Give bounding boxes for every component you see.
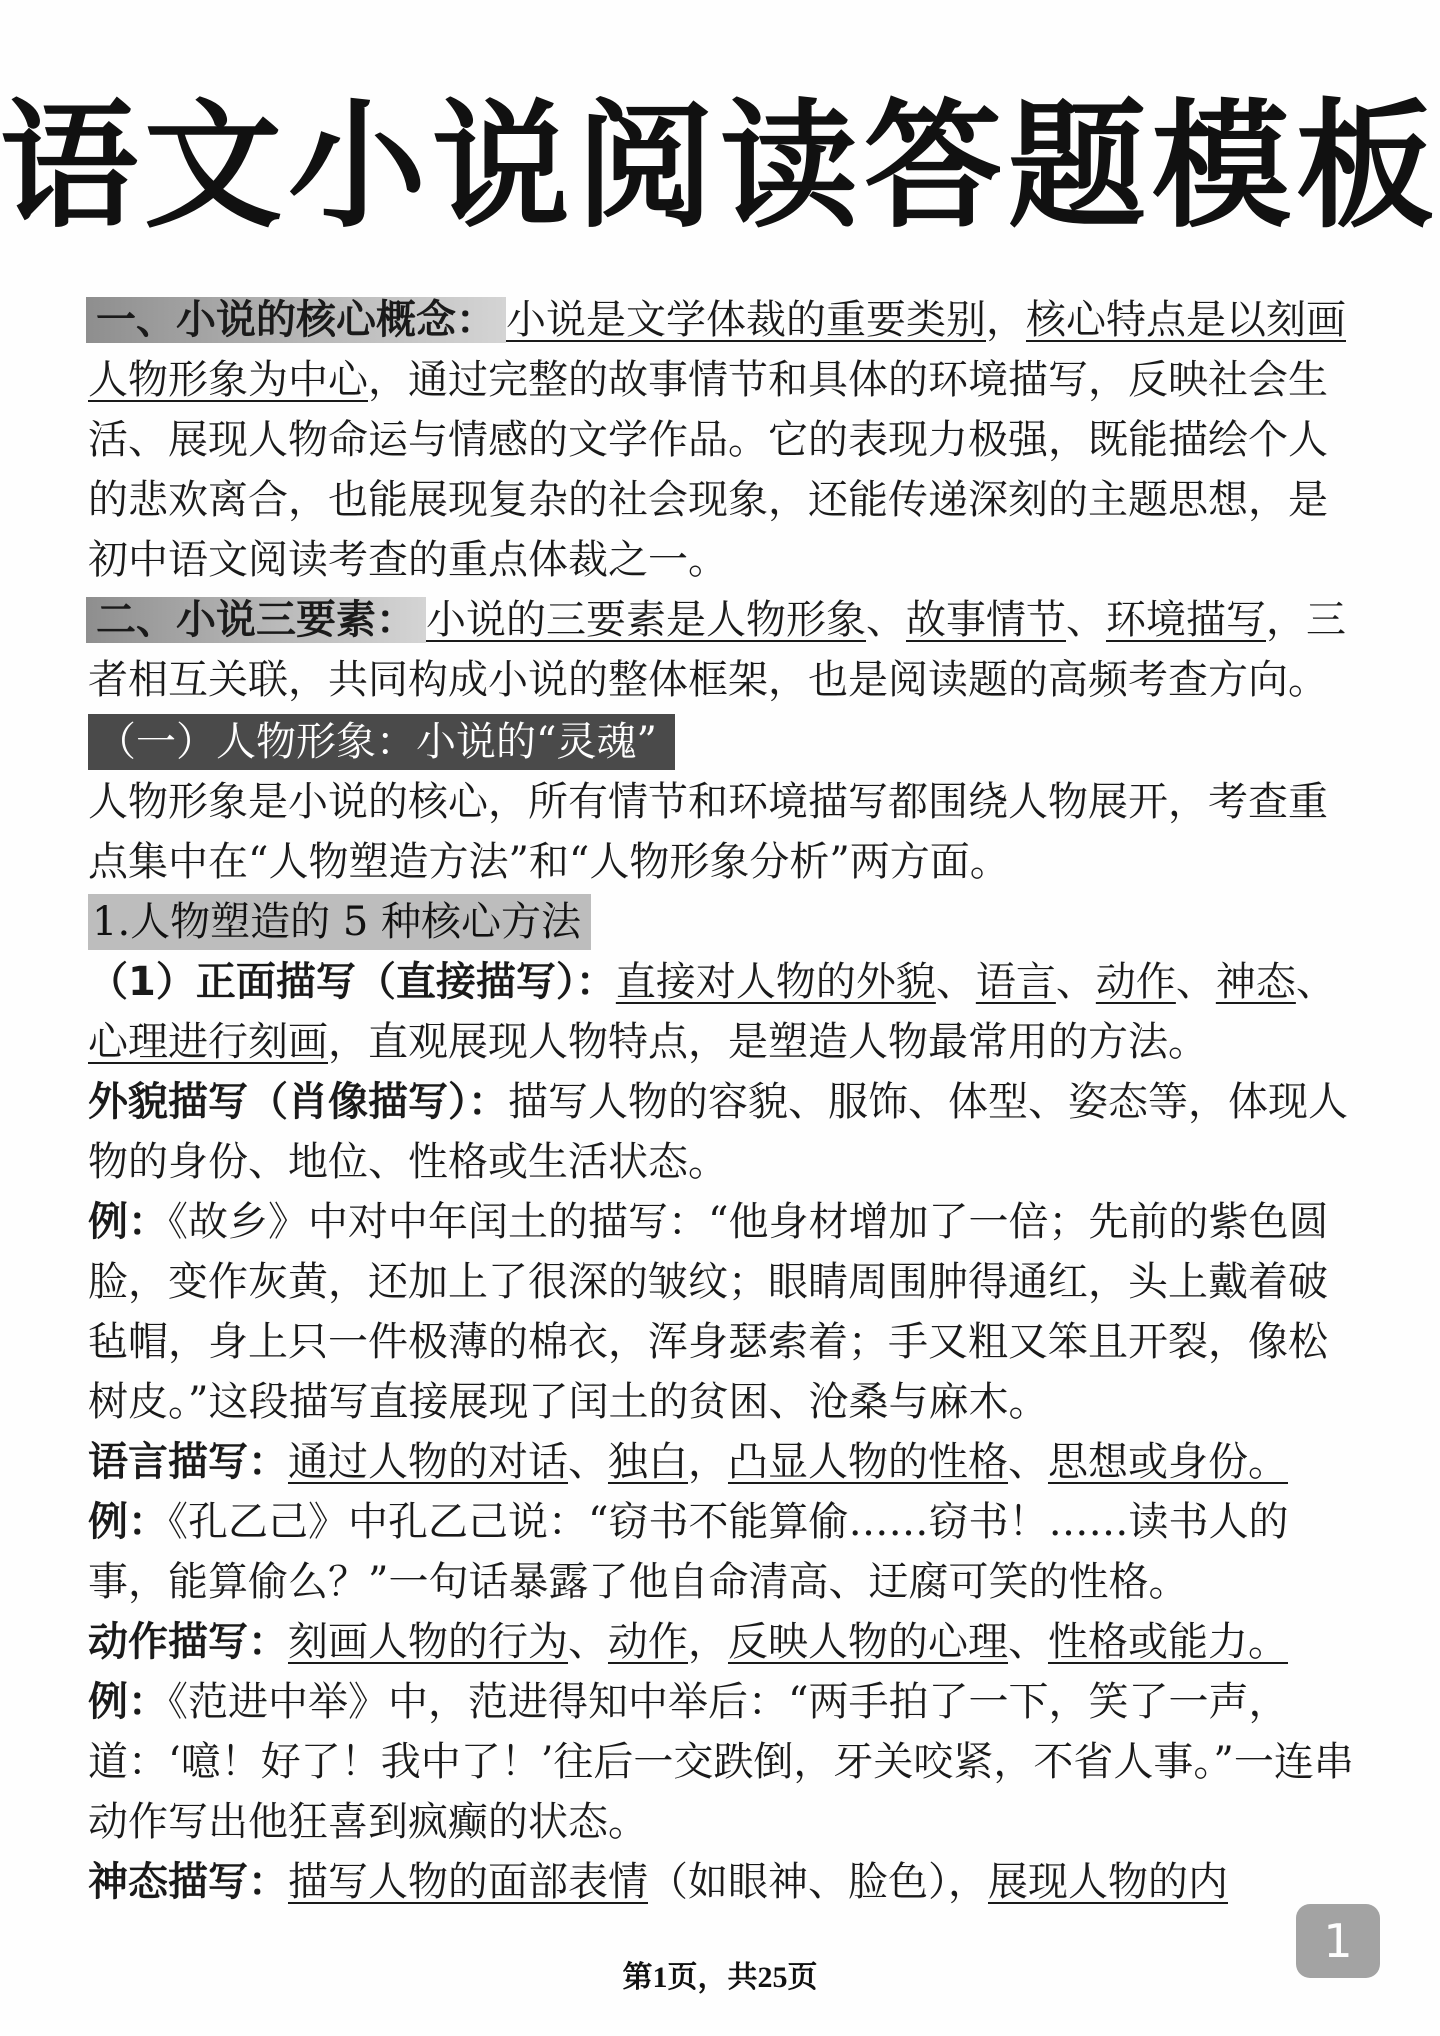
- underlined-text: 描写人物的面部表情: [288, 1859, 648, 1905]
- page-footer: 第1页，共25页: [622, 1961, 818, 1994]
- body-text: 《故乡》中对中年闰土的描写：“他身材增加了一倍；先前的紫色圆脸，变作灰黄，还加上了很深的皱纹；眼睛周围肿得通红，头上戴着破毡帽，身上只一件极薄的棉衣，浑身瑟索着；手又粗又笨且开裂，像松树皮。”这段描写直接展现了闰土的贫困、沧桑与麻木。: [88, 1199, 1329, 1425]
- body-text: ，直观展现人物特点，是塑造人物最常用的方法。: [328, 1019, 1208, 1065]
- underlined-text: 小说的三要素是人物形象: [426, 597, 866, 643]
- underlined-text: 独白: [608, 1439, 688, 1485]
- underlined-text: 小说是文学体裁的重要类别: [506, 297, 986, 343]
- underlined-text: 展现人物的内: [988, 1859, 1228, 1905]
- method-expression: [88, 1852, 1358, 1912]
- body-text: 、: [1175, 959, 1216, 1005]
- method-action: [88, 1612, 1358, 1672]
- body-text: 、: [935, 959, 976, 1005]
- method-label: 动作描写：: [88, 1619, 288, 1665]
- page-number-badge: 1: [1296, 1904, 1380, 1978]
- underlined-text: 动作: [608, 1619, 688, 1665]
- method-direct-description: [88, 952, 1358, 1072]
- underlined-text: 环境描写: [1106, 597, 1266, 643]
- underlined-text: 神态: [1215, 959, 1296, 1005]
- underlined-text: 心理进行刻画: [88, 1019, 328, 1065]
- underlined-text: 通过人物的对话: [288, 1439, 568, 1485]
- method-label: 语言描写：: [88, 1439, 288, 1485]
- body-text: 、: [568, 1439, 608, 1485]
- method-label: 外貌描写（肖像描写）：: [88, 1079, 508, 1125]
- body-text: 、: [568, 1619, 608, 1665]
- body-text: ，: [986, 297, 1026, 343]
- example-label: 例：: [88, 1679, 168, 1725]
- character-intro: 人物形象是小说的核心，所有情节和环境描写都围绕人物展开，考查重点集中在“人物塑造方法”和“人物形象分析”两方面。: [88, 779, 1328, 885]
- underlined-text: 刻画人物的行为: [288, 1619, 568, 1665]
- example-label: 例：: [88, 1199, 168, 1245]
- underlined-text: 性格或能力。: [1048, 1619, 1288, 1665]
- body-text: 、: [1008, 1439, 1048, 1485]
- body-text: ，三者相互关联，共同构成小说的整体框架，也是阅读题的高频考查方向。: [88, 597, 1346, 703]
- example-label: 例：: [88, 1499, 168, 1545]
- underlined-text: 故事情节: [906, 597, 1066, 643]
- document-title: 语文小说阅读答题模板: [0, 86, 1440, 247]
- underlined-text: 凸显人物的性格: [728, 1439, 1008, 1485]
- section-heading: 二、小说三要素：: [86, 597, 426, 643]
- body-text: 、: [866, 597, 906, 643]
- section-heading: 一、小说的核心概念：: [86, 297, 506, 343]
- example-kongyiji: [88, 1492, 1358, 1612]
- body-text: ，: [688, 1439, 728, 1485]
- subsection-heading-methods: 1.人物塑造的 5 种核心方法: [88, 894, 591, 950]
- body-text: 、: [1055, 959, 1096, 1005]
- body-text: 、: [1066, 597, 1106, 643]
- body-text: 描写人物的容貌、服饰、体型、姿态等，体现人物的身份、地位、性格或生活状态。: [88, 1079, 1348, 1185]
- body-text: 《孔乙己》中孔乙己说：“窃书不能算偷……窃书！……读书人的事，能算偷么？”一句话暴露了他自命清高、迂腐可笑的性格。: [88, 1499, 1289, 1605]
- example-fanjin: [88, 1672, 1358, 1852]
- section-core-concept: [88, 290, 1358, 590]
- underlined-text: 直接对人物的外貌: [615, 959, 936, 1005]
- method-language: [88, 1432, 1358, 1492]
- body-text: 、: [1295, 959, 1336, 1005]
- section-three-elements: [88, 590, 1358, 710]
- body-text: ，通过完整的故事情节和具体的环境描写，反映社会生活、展现人物命运与情感的文学作品。它的表现力极强，既能描绘个人的悲欢离合，也能展现复杂的社会现象，还能传递深刻的主题思想，是初中语文阅读考查的重点体裁之一。: [88, 357, 1328, 583]
- underlined-text: 核心特点是以刻画人物形象为中心: [88, 297, 1346, 403]
- body-text: 《范进中举》中，范进得知中举后：“两手拍了一下，笑了一声，道：‘噫！好了！我中了！’往后一交跌倒，牙关咬紧，不省人事。”一连串动作写出他狂喜到疯癫的状态。: [88, 1679, 1354, 1845]
- underlined-text: 动作: [1095, 959, 1176, 1005]
- body-text: 、: [1008, 1619, 1048, 1665]
- underlined-text: 语言: [975, 959, 1056, 1005]
- body-text: ，: [688, 1619, 728, 1665]
- subsection-heading-character: （一）人物形象：小说的“灵魂”: [88, 714, 675, 770]
- body-text: （如眼神、脸色），: [648, 1859, 988, 1905]
- example-guxiang: [88, 1192, 1358, 1432]
- method-label: 神态描写：: [88, 1859, 288, 1905]
- document-body: [88, 290, 1358, 1912]
- method-appearance: [88, 1072, 1358, 1192]
- method-label: （1）正面描写（直接描写）：: [88, 959, 616, 1005]
- underlined-text: 反映人物的心理: [728, 1619, 1008, 1665]
- underlined-text: 思想或身份。: [1048, 1439, 1288, 1485]
